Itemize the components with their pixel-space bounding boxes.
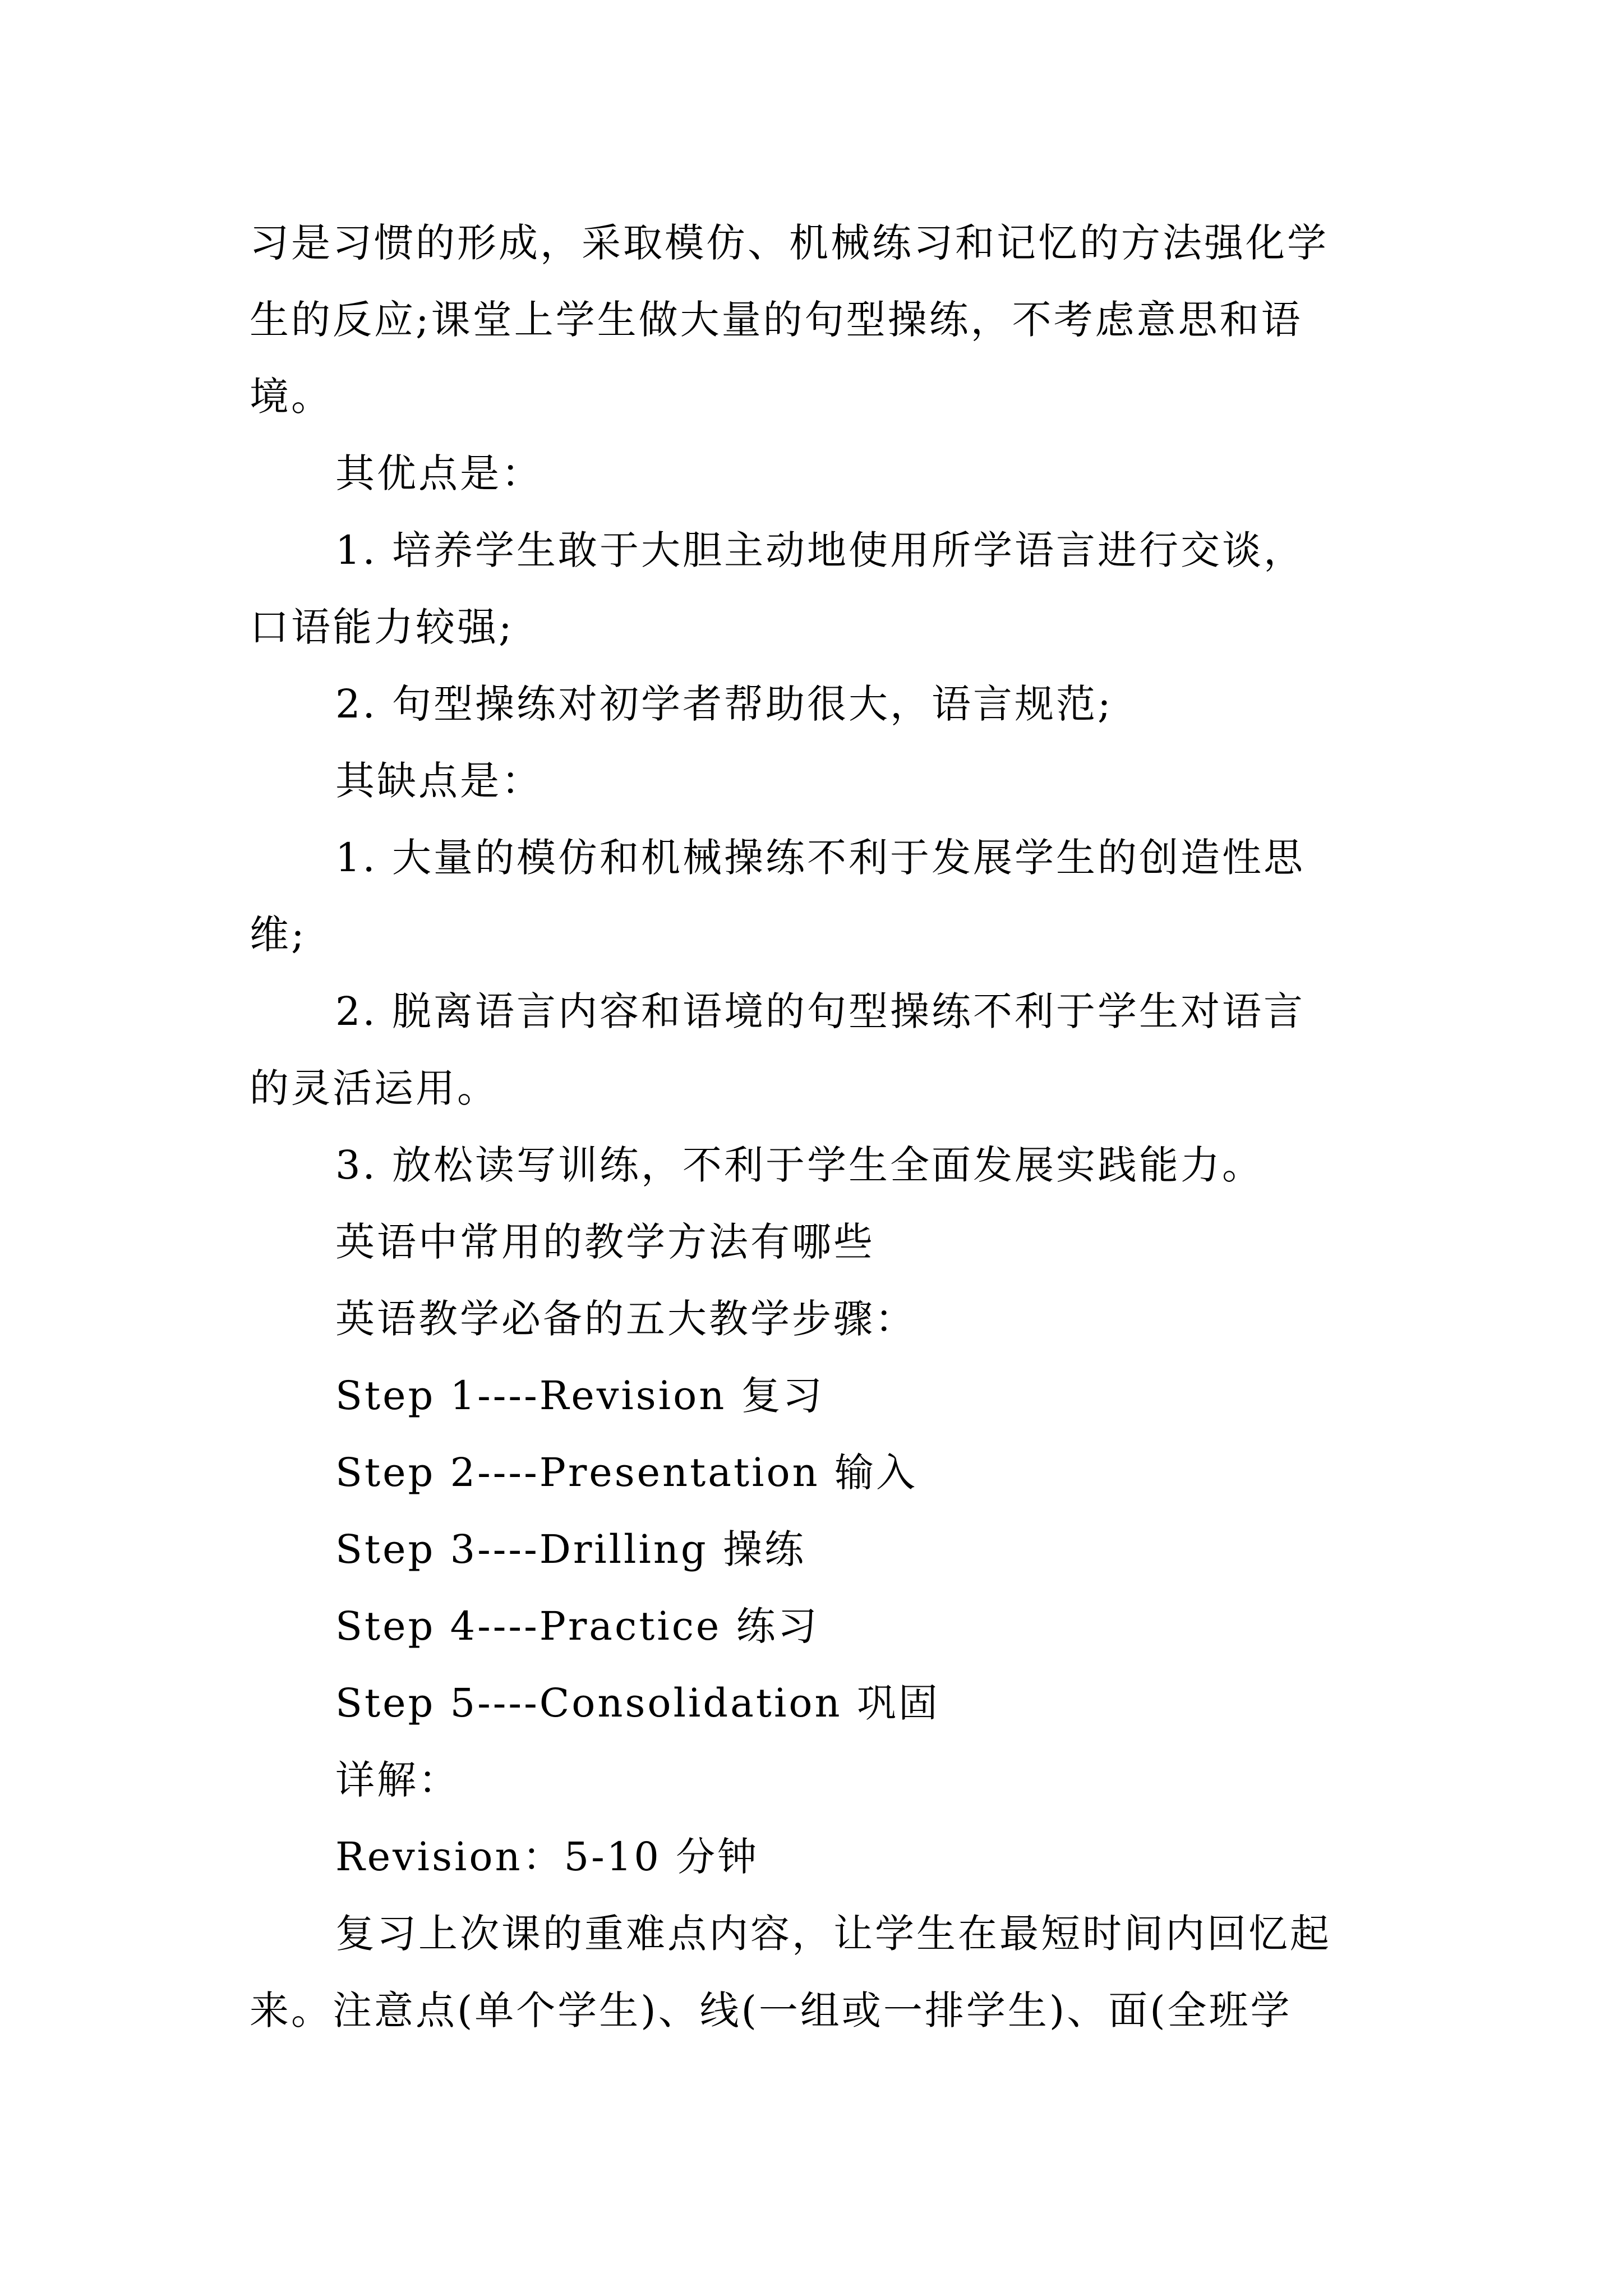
- list-item: 1. 培养学生敢于大胆主动地使用所学语言进行交谈，: [335, 527, 1306, 573]
- list-item-continuation: 维;: [250, 912, 307, 958]
- step-line: Step 5----Consolidation 巩固: [335, 1680, 940, 1726]
- step-line: Step 3----Drilling 操练: [335, 1526, 806, 1572]
- list-item-continuation: 的灵活运用。: [250, 1065, 499, 1111]
- step-line: Step 1----Revision 复习: [335, 1373, 824, 1419]
- details-heading: 详解：: [335, 1757, 460, 1803]
- step-line: Step 4----Practice 练习: [335, 1603, 819, 1649]
- section-heading-disadvantages: 其缺点是：: [335, 758, 543, 804]
- step-line: Step 2----Presentation 输入: [335, 1450, 917, 1496]
- paragraph-line: 境。: [250, 374, 333, 420]
- steps-intro: 英语教学必备的五大教学步骤：: [335, 1296, 916, 1342]
- list-item: 2. 句型操练对初学者帮助很大，语言规范;: [335, 681, 1113, 727]
- paragraph-line: 习是习惯的形成，采取模仿、机械练习和记忆的方法强化学: [250, 220, 1329, 266]
- list-item-continuation: 口语能力较强;: [250, 604, 514, 650]
- list-item: 2. 脱离语言内容和语境的句型操练不利于学生对语言: [335, 988, 1306, 1034]
- list-item: 1. 大量的模仿和机械操练不利于发展学生的创造性思: [335, 835, 1306, 881]
- paragraph-line: 复习上次课的重难点内容，让学生在最短时间内回忆起: [335, 1911, 1331, 1957]
- paragraph-line: 来。注意点(单个学生)、线(一组或一排学生)、面(全班学: [250, 1987, 1292, 2033]
- paragraph-line: 生的反应;课堂上学生做大量的句型操练，不考虑意思和语: [250, 297, 1303, 343]
- list-item: 3. 放松读写训练，不利于学生全面发展实践能力。: [335, 1142, 1264, 1188]
- section-heading-advantages: 其优点是：: [335, 450, 543, 496]
- section-title: 英语中常用的教学方法有哪些: [335, 1219, 875, 1265]
- revision-heading: Revision：5-10 分钟: [335, 1834, 759, 1880]
